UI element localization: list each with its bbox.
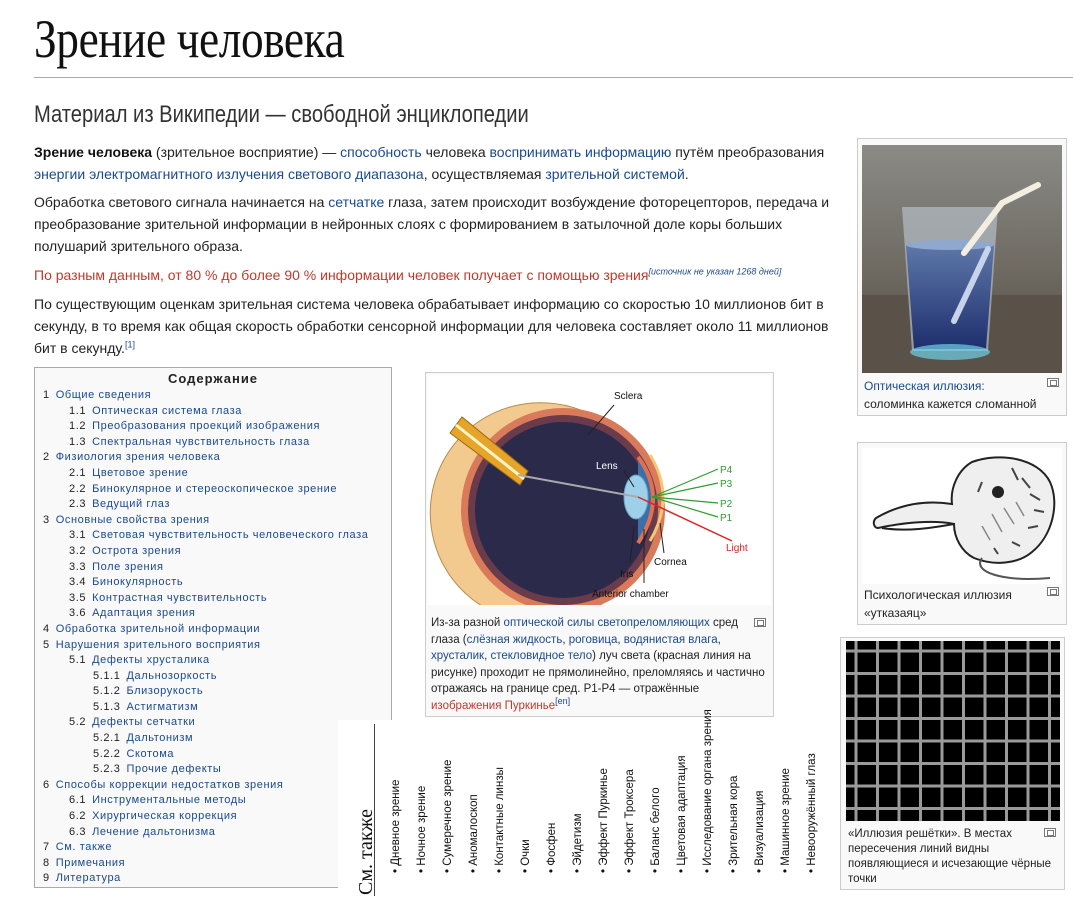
toc-link[interactable]: Хирургическая коррекция	[92, 810, 238, 823]
label-sclera: Sclera	[614, 391, 643, 402]
label-light: Light	[726, 543, 748, 554]
toc-number: 5.2.3	[93, 763, 121, 776]
toc-link[interactable]: Ведущий глаз	[92, 498, 171, 511]
see-also-item[interactable]	[676, 723, 688, 873]
toc-number: 1	[43, 389, 50, 401]
toc-number: 3.4	[69, 576, 87, 589]
thumb-eye-diagram	[425, 372, 774, 717]
toc-number: 6.2	[69, 810, 87, 823]
toc-item[interactable]	[35, 591, 391, 607]
eye-caption: Из-за разной оптической силы светопреломляющих сред глаза (слёзная жидкость, роговица, водянистая влага, хрусталик, стекловидное тело) луч света (красная линия на рисунке) проходит не прямолинейно, преломляясь и частично отражаясь на границе сред. P1-P4 — отражённые изображения Пуркинье[en]	[431, 617, 765, 712]
label-p4: P4	[720, 465, 733, 476]
straw-photo[interactable]	[862, 145, 1062, 373]
link-em-energy[interactable]: энергии электромагнитного излучения светового диапазона	[34, 166, 424, 182]
toc-item[interactable]	[35, 544, 391, 560]
see-also-item[interactable]	[546, 723, 558, 873]
see-also-link[interactable]: • Аномалоскоп	[468, 794, 480, 873]
page-subtitle: Материал из Википедии — свободной энциклопедии	[34, 101, 529, 128]
see-also-link[interactable]: • Контактные линзы	[494, 767, 506, 873]
toc-link[interactable]: Бинокулярное и стереоскопическое зрение	[92, 482, 338, 495]
link-optical-power[interactable]: оптической силы	[503, 617, 595, 629]
label-lens: Lens	[596, 461, 618, 472]
straw-caption: Оптическая иллюзия: соломинка кажется сломанной	[864, 379, 1037, 411]
see-also-item[interactable]	[416, 723, 428, 873]
toc-number: 7	[43, 841, 50, 854]
ref-en-link[interactable]: [en]	[555, 695, 571, 706]
toc-number: 4	[43, 622, 50, 635]
toc-number: 5.1.3	[93, 700, 121, 713]
link-lens[interactable]: хрусталик	[431, 650, 485, 662]
toc-link[interactable]: Близорукость	[126, 685, 204, 698]
toc-link[interactable]: Цветовое зрение	[92, 466, 189, 479]
link-purkinje[interactable]: изображения Пуркинье	[431, 699, 556, 712]
toc-item[interactable]	[35, 528, 391, 544]
see-also-link[interactable]: • Фосфен	[546, 823, 558, 873]
toc-number: 3.2	[69, 544, 87, 557]
toc-number: 5	[43, 638, 50, 651]
toc-link[interactable]: Преобразования проекций изображения	[92, 420, 321, 433]
grid-caption: «Иллюзия решётки». В местах пересечения линий видны появляющиеся и исчезающие чёрные точки	[848, 828, 1052, 885]
toc-link[interactable]: Примечания	[55, 856, 126, 869]
toc-link[interactable]: Дальнозоркость	[126, 669, 218, 682]
toc-link[interactable]: См. также	[55, 841, 113, 854]
toc-number: 2	[43, 451, 50, 464]
toc-number: 3.5	[69, 591, 87, 604]
link-optical-illusion[interactable]: Оптическая иллюзия:	[864, 379, 985, 393]
toc-link[interactable]: Общие сведения	[55, 389, 152, 401]
intro-paragraph-4: По существующим оценкам зрительная система человека обрабатывает информацию со скоростью 10 миллионов бит в секунду, в то время как общая скорость обработки сенсорной информации для человека составляет около 11 миллионов бит в секунду.[1]	[34, 296, 829, 356]
link-tear-fluid[interactable]: слёзная жидкость	[466, 633, 563, 646]
toc-item[interactable]	[35, 404, 391, 420]
see-also-link[interactable]: • Эйдетизм	[572, 813, 584, 873]
toc-link[interactable]: Астигматизм	[126, 700, 199, 713]
toc-item[interactable]	[35, 482, 391, 498]
toc-link[interactable]: Дальтонизм	[126, 732, 194, 745]
toc-item[interactable]	[35, 684, 391, 700]
see-also-link[interactable]: • Эффект Пуркинье	[598, 768, 610, 873]
see-also-link[interactable]: • Визуализация	[754, 790, 766, 873]
link-retina[interactable]: сетчатке	[328, 194, 385, 210]
toc-number: 5.1.1	[93, 669, 121, 682]
link-visual-system[interactable]: зрительной системой	[545, 166, 685, 182]
toc-number: 2.1	[69, 466, 87, 479]
toc-link[interactable]: Прочие дефекты	[126, 763, 222, 776]
toc-number: 6.3	[69, 825, 87, 838]
eye-diagram-image[interactable]	[428, 375, 771, 605]
toc-item[interactable]	[35, 450, 391, 466]
toc-number: 1.3	[69, 435, 87, 448]
see-also-item[interactable]	[754, 723, 766, 873]
toc-link[interactable]: Скотома	[126, 747, 175, 760]
label-p1: P1	[720, 513, 733, 524]
intro-paragraph-1: Зрение человека (зрительное восприятие) — способность человека воспринимать информацию путём преобразования энергии электромагнитного излучения светового диапазона, осуществляемая зрительной системой.	[34, 144, 825, 182]
see-also-item[interactable]	[650, 723, 662, 873]
see-also-link[interactable]: • Сумеречное зрение	[442, 760, 454, 873]
toc-link[interactable]: Дефекты сетчатки	[92, 716, 196, 729]
link-cornea[interactable]: роговица	[568, 633, 618, 646]
see-also-section	[338, 709, 838, 897]
toc-item[interactable]	[35, 466, 391, 482]
toc-number: 6.1	[69, 794, 87, 807]
link-vitreous[interactable]: стекловидное тело	[490, 650, 593, 662]
label-p3: P3	[720, 479, 733, 490]
label-iris: Iris	[620, 569, 634, 580]
toc-item[interactable]	[35, 435, 391, 451]
title-divider	[34, 77, 1073, 78]
see-also-item[interactable]	[624, 723, 636, 873]
label-cornea: Cornea	[654, 557, 687, 568]
toc-item[interactable]	[35, 638, 391, 654]
toc-link[interactable]: Спектральная чувствительность глаза	[92, 435, 310, 448]
toc-link[interactable]: Литература	[55, 872, 121, 885]
see-also-item[interactable]	[806, 723, 818, 873]
toc-item[interactable]	[35, 575, 391, 591]
see-also-divider	[374, 724, 375, 896]
toc-link[interactable]: Световая чувствительность человеческого глаза	[92, 529, 369, 542]
toc-item[interactable]	[35, 669, 391, 685]
label-p2: P2	[720, 499, 733, 510]
toc-number: 2.3	[69, 498, 87, 511]
toc-number: 5.2	[69, 716, 87, 729]
see-also-link[interactable]: • Исследование органа зрения	[702, 709, 714, 873]
link-ability[interactable]: способность	[340, 144, 422, 160]
term-bold: Зрение человека	[34, 144, 153, 160]
reference-1-link[interactable]: [1]	[124, 339, 135, 350]
toc-item[interactable]	[35, 622, 391, 638]
duck-rabbit-caption: Психологическая иллюзия «утказаяц»	[864, 588, 1012, 620]
toc-number: 5.1.2	[93, 685, 121, 698]
toc-item[interactable]	[35, 497, 391, 513]
see-also-item[interactable]	[702, 709, 714, 873]
toc-link[interactable]: Физиология зрения человека	[55, 451, 221, 464]
see-also-item[interactable]	[728, 723, 740, 873]
see-also-link[interactable]: • Зрительная кора	[728, 776, 740, 873]
intro-paragraph-3: По разным данным, от 80 % до более 90 % информации человек получает с помощью зрения[источник не указан 1268 дней]	[34, 266, 782, 283]
see-also-link[interactable]: • Ночное зрение	[416, 786, 428, 873]
toc-item[interactable]	[35, 513, 391, 529]
citation-needed-link[interactable]: [источник не указан 1268 дней]	[648, 266, 782, 277]
see-also-link[interactable]: • Невооружённый глаз	[806, 753, 818, 873]
thumb-duck-rabbit	[857, 442, 1067, 625]
toc-title: Содержание	[167, 371, 259, 386]
toc-link[interactable]: Нарушения зрительного восприятия	[55, 638, 261, 651]
toc-number: 3	[43, 513, 50, 526]
enlarge-icon[interactable]	[1047, 587, 1059, 596]
toc-number: 3.3	[69, 560, 87, 573]
toc-link[interactable]: Лечение дальтонизма	[92, 825, 216, 838]
label-anterior-chamber: Anterior chamber	[592, 589, 669, 600]
toc-number: 1.1	[69, 404, 87, 417]
toc-item[interactable]	[35, 560, 391, 576]
toc-link[interactable]: Бинокулярность	[92, 576, 184, 589]
see-also-link[interactable]: • Цветовая адаптация	[676, 755, 688, 873]
toc-number: 6	[43, 778, 50, 791]
see-also-link[interactable]: • Машинное зрение	[780, 768, 792, 873]
toc-link[interactable]: Острота зрения	[92, 544, 182, 557]
thumb-grid-illusion	[840, 637, 1065, 890]
see-also-item[interactable]	[390, 723, 402, 873]
toc-item[interactable]	[35, 419, 391, 435]
toc-item[interactable]	[35, 700, 391, 716]
toc-number: 5.2.1	[93, 732, 121, 745]
toc-number: 9	[43, 872, 50, 885]
enlarge-icon[interactable]	[1047, 378, 1059, 387]
link-aqueous[interactable]: водянистая влага	[623, 633, 718, 646]
toc-link[interactable]: Оптическая система глаза	[92, 404, 242, 417]
duck-rabbit-image[interactable]	[862, 448, 1062, 584]
see-also-item[interactable]	[494, 723, 506, 873]
toc-link[interactable]: Дефекты хрусталика	[92, 654, 210, 667]
toc-number: 2.2	[69, 482, 87, 495]
see-also-item[interactable]	[442, 723, 454, 873]
intro-paragraph-2: Обработка светового сигнала начинается на сетчатке глаза, затем происходит возбуждение фоторецепторов, передача и преобразование зрительной информации в нейронных слоях с формированием в затылочной доле коры больших полушарий зрительного образа.	[34, 194, 830, 254]
toc-link[interactable]: Адаптация зрения	[92, 607, 196, 620]
thumb-straw	[857, 138, 1067, 416]
see-also-item[interactable]	[780, 723, 792, 873]
see-also-item[interactable]	[468, 723, 480, 873]
page-title: Зрение человека	[34, 9, 345, 69]
toc-number: 8	[43, 856, 50, 869]
link-perceive[interactable]: воспринимать информацию	[489, 144, 672, 160]
grid-illusion-image[interactable]	[846, 641, 1060, 821]
see-also-link[interactable]: • Эффект Троксера	[624, 769, 636, 873]
see-also-link[interactable]: • Очки	[520, 839, 532, 873]
toc-item[interactable]	[35, 606, 391, 622]
see-also-link[interactable]: • Баланс белого	[650, 787, 662, 873]
enlarge-icon[interactable]	[1044, 828, 1056, 837]
toc-item[interactable]	[35, 388, 391, 404]
toc-number: 5.1	[69, 654, 87, 667]
toc-link[interactable]: Поле зрения	[92, 560, 164, 573]
toc-item[interactable]	[35, 653, 391, 669]
toc-number: 3.6	[69, 607, 87, 620]
toc-link[interactable]: Инструментальные методы	[92, 794, 247, 807]
see-also-item[interactable]	[520, 723, 532, 873]
toc-number: 5.2.2	[93, 747, 121, 760]
see-also-heading: См. также	[355, 808, 377, 895]
enlarge-icon[interactable]	[754, 618, 766, 627]
link-refracting[interactable]: светопреломляющих	[597, 617, 710, 629]
toc-link[interactable]: Основные свойства зрения	[55, 513, 210, 526]
toc-link[interactable]: Обработка зрительной информации	[55, 622, 261, 635]
toc-link[interactable]: Способы коррекции недостатков зрения	[55, 778, 284, 791]
toc-number: 3.1	[69, 529, 87, 542]
toc-number: 1.2	[69, 420, 87, 433]
see-also-item[interactable]	[572, 723, 584, 873]
see-also-link[interactable]: • Дневное зрение	[390, 780, 402, 873]
toc-link[interactable]: Контрастная чувствительность	[92, 591, 268, 604]
see-also-item[interactable]	[598, 723, 610, 873]
